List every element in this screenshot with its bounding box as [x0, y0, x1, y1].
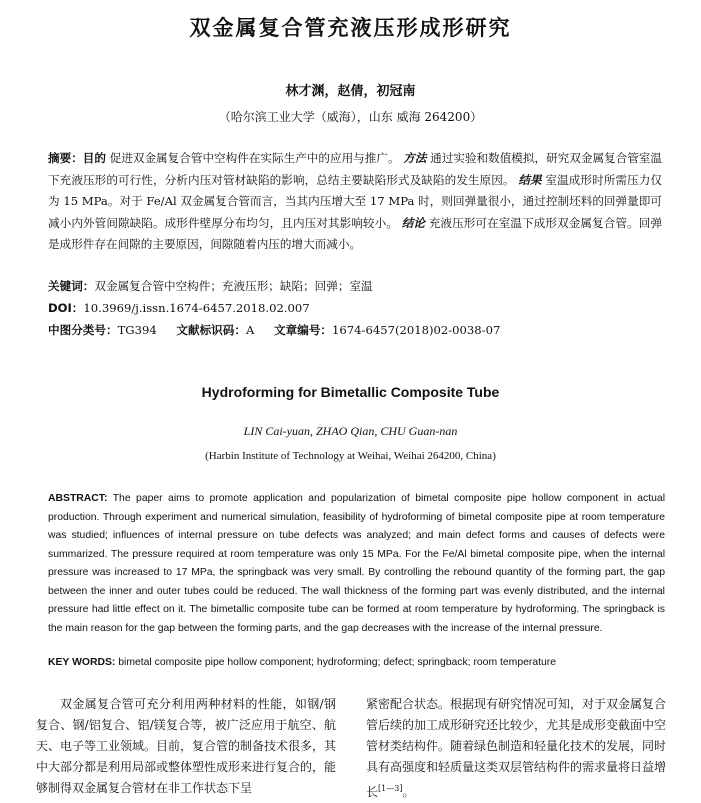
keywords-text: 双金属复合管中空构件；充液压形；缺陷；回弹；室温: [94, 279, 373, 293]
conclusion-label: 结论: [401, 215, 426, 230]
clc-value: TG394: [117, 323, 157, 337]
method-text: 通过实验和数值模拟，研究双金属复合管室温下充液压形的可行性，分析内压对管材缺陷的影响，总结主要缺陷形式及缺陷的发生原因。: [48, 151, 663, 187]
body-right-text: 紧密配合状态。根据现有研究情况可知，对于双金属复合管后续的加工成形研究还比较少，尤其是成形变截面中空管材类结构件。随着绿色制造和轻量化技术的发展，同时具有高强度和轻质量这类双层管结构件的需求量将日益增长: [366, 697, 667, 799]
english-keywords-label: KEY WORDS:: [48, 657, 116, 668]
english-authors: LIN Cai-yuan, ZHAO Qian, CHU Guan-nan: [243, 424, 458, 438]
doi-row: [48, 300, 668, 316]
chinese-abstract: [48, 148, 662, 256]
classification-row: [48, 322, 668, 338]
keywords-label: 关键词：: [48, 279, 95, 293]
english-abstract-text: The paper aims to promote application and popularization of bimetal composite pipe hollow component in actual production. Through experiment and numerical simulation, feasibility of hydroforming of bimetal composite pipe at room temperature was studied; influences of internal pressure on tube defects was analyzed; and main defect forms and causes of defects were summarized. The pressure required at room temperature was only 15 MPa. For the Fe/Al bimetal composite pipe, when the internal pressure was increased to 17 MPa, the springback was very small. By controlling the rebound quantity of the forming part, the gap between the inner and outer tubes could be reduced. The wall thickness of the forming part was evenly distributed, and the internal pressure had little effect on it. The bimetallic composite tube can be formed at room temperature by hydroforming. The springback is the main reason for the gap between the forming parts, and the gap decreases with the increase of the internal pressure.: [48, 493, 665, 634]
english-abstract-label: ABSTRACT:: [48, 493, 108, 504]
chinese-title: 双金属复合管充液压形成形研究: [189, 16, 512, 40]
objective-label: 目的: [82, 151, 106, 165]
article-number-label: 文章编号：: [274, 323, 333, 337]
body-right-end: 。: [402, 785, 415, 799]
chinese-affiliation: （哈尔滨工业大学（威海），山东 威海 264200）: [218, 110, 483, 124]
doi-label: DOI：: [48, 301, 84, 315]
method-label: 方法: [403, 151, 427, 165]
chinese-keywords: [48, 278, 668, 294]
result-text: 室温成形时所需压力仅为 15 MPa。对于 Fe/Al 双金属复合管而言，当其内压增大至 17 MPa 时，则回弹量很小，通过控制坯料的回弹量即可减小内外管间隙缺陷。成形件壁厚分布均匀，且内压对其影响较小。: [48, 172, 662, 230]
clc-label: 中图分类号：: [48, 323, 118, 337]
abstract-label: 摘要：: [48, 151, 83, 165]
objective-text: 促进双金属复合管中空构件在实际生产中的应用与推广。: [106, 151, 400, 165]
english-keywords: [48, 657, 665, 668]
doc-code-label: 文献标识码：: [176, 323, 246, 337]
article-number-value: 1674-6457(2018)02-0038-07: [332, 323, 501, 337]
english-abstract: [48, 490, 665, 638]
english-keywords-text: bimetal composite pipe hollow component; hydroforming; defect; springback; room temperature: [115, 657, 557, 668]
citation-ref[interactable]: [1—3]: [378, 784, 403, 793]
result-label: 结果: [518, 172, 542, 187]
body-column-right: [366, 694, 666, 803]
doc-code-value: A: [245, 323, 255, 337]
body-column-left: 双金属复合管可充分利用两种材料的性能，如钢/钢复合、钢/铝复合、铝/镁复合等，被广泛应用于航空、航天、电子等工业领域。目前，复合管的制备技术很多，其中大部分都是利用局部或整体塑性成形来进行复合的，能够制得双金属复合管材在非工作状态下呈: [36, 697, 337, 795]
english-title: Hydroforming for Bimetallic Composite Tube: [201, 384, 500, 400]
doi-link[interactable]: 10.3969/j.issn.1674-6457.2018.02.007: [83, 301, 310, 315]
english-affiliation: (Harbin Institute of Technology at Weihai, Weihai 264200, China): [205, 450, 496, 462]
chinese-authors: 林才渊，赵倩，初冠南: [285, 84, 416, 99]
conclusion-text: 充液压形可在室温下成形双金属复合管。回弹是成形件存在间隙的主要原因，间隙随着内压的增大而减小。: [48, 215, 662, 251]
